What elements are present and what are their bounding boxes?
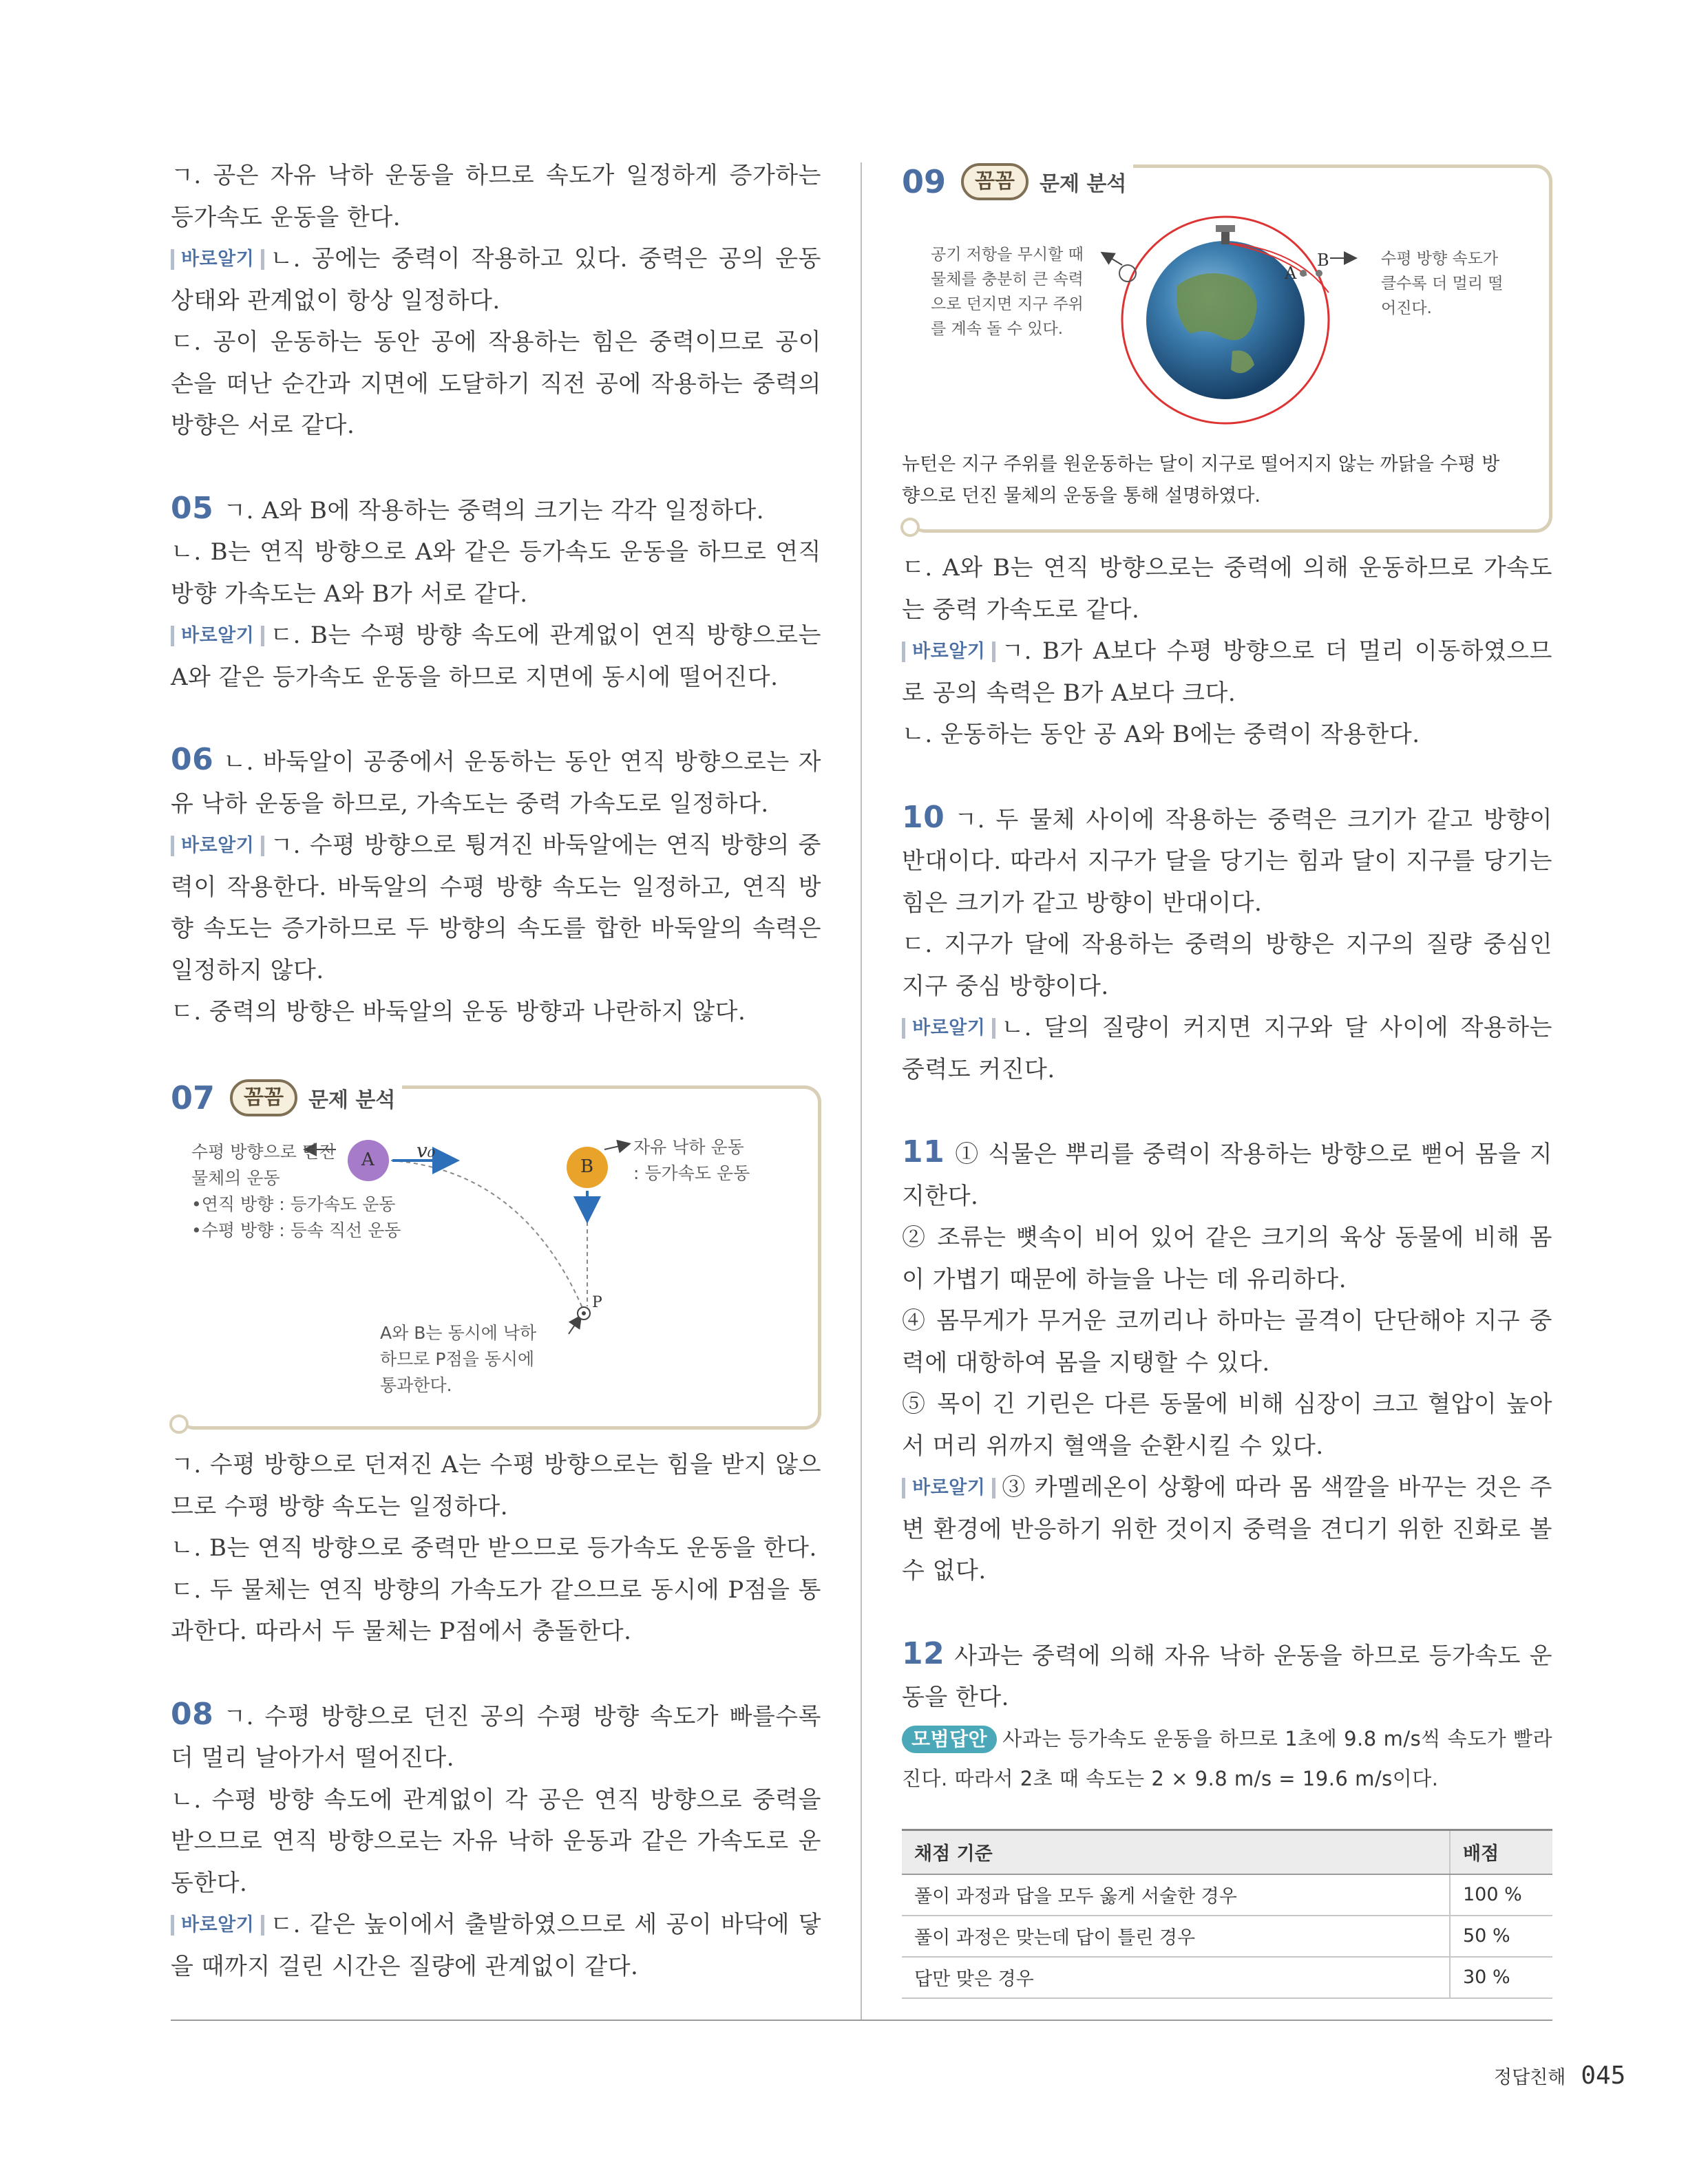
kkomkkom-badge: 꼼꼼 (230, 1079, 297, 1116)
answer-text: ㄴ. 수평 방향 속도에 관계없이 각 공은 연직 방향으로 중력을 받으므로 연직 방향으로는 자유 낙하 운동과 같은 가속도로 운동한다. (171, 1785, 821, 1897)
baro-tag: 바로알기 (171, 249, 264, 270)
kkomkkom-badge: 꼼꼼 (961, 163, 1029, 200)
question-number: 09 (902, 163, 947, 200)
q06: 06 ㄴ. 바둑알이 공중에서 운동하는 동안 연직 방향으로는 자유 낙하 운동을 하므로, 가속도는 중력 가속도로 일정하다. (171, 742, 821, 818)
answer-text: 바로알기 ㄷ. 같은 높이에서 출발하였으므로 세 공이 바닥에 닿을 때까지 걸린 시간은 질량에 관계없이 같다. (171, 1911, 821, 1980)
q10: 10 ㄱ. 두 물체 사이에 작용하는 중력은 크기가 같고 방향이 반대이다. 따라서 지구가 달을 당기는 힘과 달이 지구를 당기는 힘은 크기가 같고 방향이 반대이다. (902, 799, 1552, 917)
scoring-table (902, 1829, 1552, 1999)
answer-text: ② 조류는 뼛속이 비어 있어 같은 크기의 육상 동물에 비해 몸이 가볍기 때문에 하늘을 나는 데 유리하다. (902, 1224, 1552, 1293)
q08: 08 ㄱ. 수평 방향으로 던진 공의 수평 방향 속도가 빠를수록 더 멀리 날아가서 떨어진다. (171, 1696, 821, 1772)
answer-text: ㄷ. 지구가 달에 작용하는 중력의 방향은 지구의 질량 중심인 지구 중심 방향이다. (902, 931, 1552, 1000)
point-p-label: P (592, 1294, 602, 1311)
page-number: 045 (1581, 2062, 1626, 2090)
baro-tag: 바로알기 (902, 642, 995, 662)
v0-label: v₀ (417, 1139, 436, 1162)
question-number: 10 (902, 799, 945, 835)
book-title: 정답친해 (1494, 2067, 1566, 2088)
q07-bottom-note: A와 B는 동시에 낙하 하므로 P점을 동시에 통과한다. (380, 1323, 537, 1395)
q07-left-note: 수평 방향으로 던진 물체의 운동 •연직 방향 : 등가속도 운동 •수평 방향 : 등속 직선 운동 (191, 1142, 401, 1240)
question-number: 11 (902, 1134, 945, 1169)
analysis-title: 문제 분석 (1039, 172, 1127, 196)
q09-caption: 뉴턴은 지구 주위를 원운동하는 달이 지구로 떨어지지 않는 까닭을 수평 방 향으로 던진 물체의 운동을 통해 설명하였다. (902, 454, 1500, 507)
q07-right-note: 자유 낙하 운동 : 등가속도 운동 (633, 1137, 750, 1183)
analysis-title: 문제 분석 (308, 1088, 396, 1112)
answer-text: ㄱ. 수평 방향으로 던져진 A는 수평 방향으로는 힘을 받지 않으므로 수평 방향 속도는 일정하다. (171, 1451, 821, 1520)
question-number: 05 (171, 490, 214, 526)
answer-text: 바로알기 ③ 카멜레온이 상황에 따라 몸 색깔을 바꾸는 것은 주변 환경에 반응하기 위한 것이지 중력을 견디기 위한 진화로 볼 수 없다. (902, 1474, 1552, 1585)
model-answer-badge: 모범답안 (902, 1726, 997, 1753)
left-column-lower (171, 1444, 821, 1987)
q07-header (171, 1079, 402, 1116)
point-b-label: B (1317, 251, 1329, 270)
question-number: 08 (171, 1696, 214, 1732)
table-row: 풀이 과정과 답을 모두 옳게 서술한 경우 100 % (902, 1874, 1552, 1916)
q09-right-note: 수평 방향 속도가 클수록 더 멀리 떨 어진다. (1381, 250, 1504, 317)
answer-text: ㄴ. B는 연직 방향으로 A와 같은 등가속도 운동을 하므로 연직 방향 가속도는 A와 B가 서로 같다. (171, 538, 821, 608)
left-column (171, 155, 821, 1033)
table-row: 풀이 과정은 맞는데 답이 틀린 경우 50 % (902, 1916, 1552, 1957)
column-divider (861, 162, 862, 2021)
question-number: 06 (171, 742, 214, 777)
baro-tag: 바로알기 (171, 836, 264, 856)
answer-text: 바로알기 ㄴ. 달의 질량이 커지면 지구와 달 사이에 작용하는 중력도 커진다. (902, 1014, 1552, 1083)
criteria-header: 채점 기준 (902, 1830, 1450, 1874)
box-ring (900, 518, 920, 537)
point-a-label: A (1285, 264, 1297, 283)
answer-text: ㄷ. 공이 운동하는 동안 공에 작용하는 힘은 중력이므로 공이 손을 떠난 순간과 지면에 도달하기 직전 공에 작용하는 중력의 방향은 서로 같다. (171, 328, 821, 439)
ball-a-label: A (361, 1149, 375, 1170)
question-number: 07 (171, 1079, 215, 1116)
q12: 12 사과는 중력에 의해 자유 낙하 운동을 하므로 등가속도 운동을 한다. (902, 1635, 1552, 1711)
answer-text: ④ 몸무게가 무거운 코끼리나 하마는 골격이 단단해야 지구 중력에 대항하여 몸을 지탱할 수 있다. (902, 1307, 1552, 1377)
answer-text: 바로알기 ㄴ. 공에는 중력이 작용하고 있다. 중력은 공의 운동 상태와 관계없이 항상 일정하다. (171, 245, 821, 315)
q05: 05 ㄱ. A와 B에 작용하는 중력의 크기는 각각 일정하다. (171, 490, 765, 526)
q09-header (902, 163, 1133, 200)
answer-text: ㄱ. 공은 자유 낙하 운동을 하므로 속도가 일정하게 증가하는 등가속도 운동을 한다. (171, 162, 821, 231)
baro-tag: 바로알기 (171, 626, 264, 646)
answer-text: ⑤ 목이 긴 기린은 다른 동물에 비해 심장이 크고 혈압이 높아서 머리 위까지 혈액을 순환시킬 수 있다. (902, 1390, 1552, 1460)
answer-text: 바로알기 ㄱ. B가 A보다 수평 방향으로 더 멀리 이동하였으므로 공의 속력은 B가 A보다 크다. (902, 637, 1552, 707)
answer-text: ㄴ. B는 연직 방향으로 중력만 받으므로 등가속도 운동을 한다. (171, 1534, 817, 1562)
baro-tag: 바로알기 (171, 1915, 264, 1936)
right-column (902, 547, 1552, 1999)
answer-text: ㄷ. 중력의 방향은 바둑알의 운동 방향과 나란하지 않다. (171, 998, 746, 1026)
earth-orbit-diagram (1074, 210, 1391, 437)
footer (1494, 2062, 1625, 2090)
model-answer: 모범답안 사과는 등가속도 운동을 하므로 1초에 9.8 m/s씩 속도가 빨라진다. 따라서 2초 때 속도는 2 × 9.8 m/s = 19.6 m/s이다. (902, 1726, 1552, 1790)
q11: 11 ① 식물은 뿌리를 중력이 작용하는 방향으로 뻗어 몸을 지지한다. (902, 1134, 1552, 1210)
answer-text: ㄴ. 운동하는 동안 공 A와 B에는 중력이 작용한다. (902, 721, 1420, 748)
answer-text: ㄷ. 두 물체는 연직 방향의 가속도가 같으므로 동시에 P점을 통과한다. 따라서 두 물체는 P점에서 충돌한다. (171, 1576, 821, 1645)
answer-text: 바로알기 ㄱ. 수평 방향으로 튕겨진 바둑알에는 연직 방향의 중력이 작용한다. 바둑알의 수평 방향 속도는 일정하고, 연직 방향 속도는 증가하므로 두 방향의 속도를 합한 바둑알의 속력은 일정하지 않다. (171, 831, 821, 984)
answer-text: 바로알기 ㄷ. B는 수평 방향 속도에 관계없이 연직 방향으로는 A와 같은 등가속도 운동을 하므로 지면에 동시에 떨어진다. (171, 622, 821, 691)
points-header: 배점 (1450, 1830, 1552, 1874)
footer-rule (171, 2020, 1552, 2021)
baro-tag: 바로알기 (902, 1018, 995, 1039)
baro-tag: 바로알기 (902, 1478, 995, 1498)
question-number: 12 (902, 1635, 945, 1671)
answer-text: ㄷ. A와 B는 연직 방향으로는 중력에 의해 운동하므로 가속도는 중력 가속도로 같다. (902, 554, 1552, 624)
table-row: 답만 맞은 경우 30 % (902, 1957, 1552, 1998)
ball-b-label: B (580, 1156, 594, 1177)
q09-left-note: 공기 저항을 무시할 때 물체를 충분히 큰 속력 으로 던지면 지구 주위 를 계속 돌 수 있다. (931, 246, 1084, 338)
